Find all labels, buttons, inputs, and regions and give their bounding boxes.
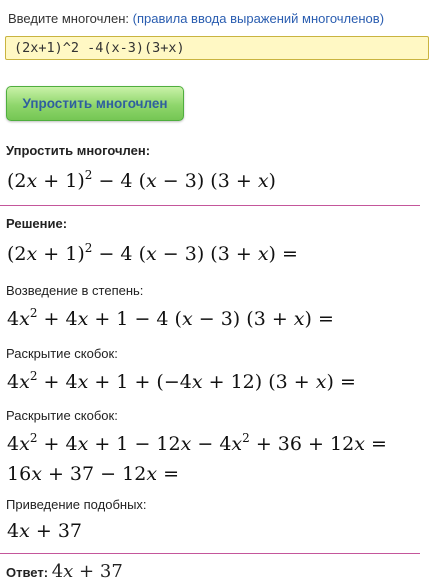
rules-link[interactable]: (правила ввода выражений многочленов) — [132, 11, 385, 26]
polynomial-input[interactable] — [5, 36, 429, 60]
solution-step-label: Возведение в степень: — [6, 283, 144, 298]
divider — [0, 205, 420, 206]
divider — [0, 553, 420, 554]
solution-step-expression: 16x + 37 − 12x = — [7, 463, 179, 485]
answer-value: 4x + 37 — [51, 561, 123, 582]
task-heading: Упростить многочлен: — [6, 143, 151, 158]
solution-step-label: Приведение подобных: — [6, 497, 147, 512]
solution-step-expression: $4x^2 + 4x + 1 - 12x - 4x^2 + 36 + 12x$ = — [7, 431, 387, 455]
answer-label: Ответ: — [6, 565, 49, 580]
solution-step-label: Раскрытие скобок: — [6, 408, 118, 423]
simplify-button[interactable]: Упростить многочлен — [6, 86, 184, 121]
task-expression: $(2x + 1)^2 - 4$ (x − 3) (3 + x) — [7, 168, 276, 192]
input-label: Введите многочлен: — [8, 11, 129, 26]
solution-step-expression: $4x^2 + 4x + 1 - 4$ (x − 3) (3 + x) = — [7, 306, 334, 330]
input-prompt — [8, 11, 384, 26]
solution-step-expression: 4x + 37 — [7, 520, 83, 542]
solution-step-label: Раскрытие скобок: — [6, 346, 118, 361]
answer-row — [6, 561, 123, 582]
solution-step-expression: $(2x + 1)^2 - 4$ (x − 3) (3 + x) = — [7, 241, 298, 265]
solution-step-expression: $4x^2 + 4x + 1 + (-4x + 12) (3 + x)$ = — [7, 369, 356, 393]
solution-heading: Решение: — [6, 216, 68, 231]
